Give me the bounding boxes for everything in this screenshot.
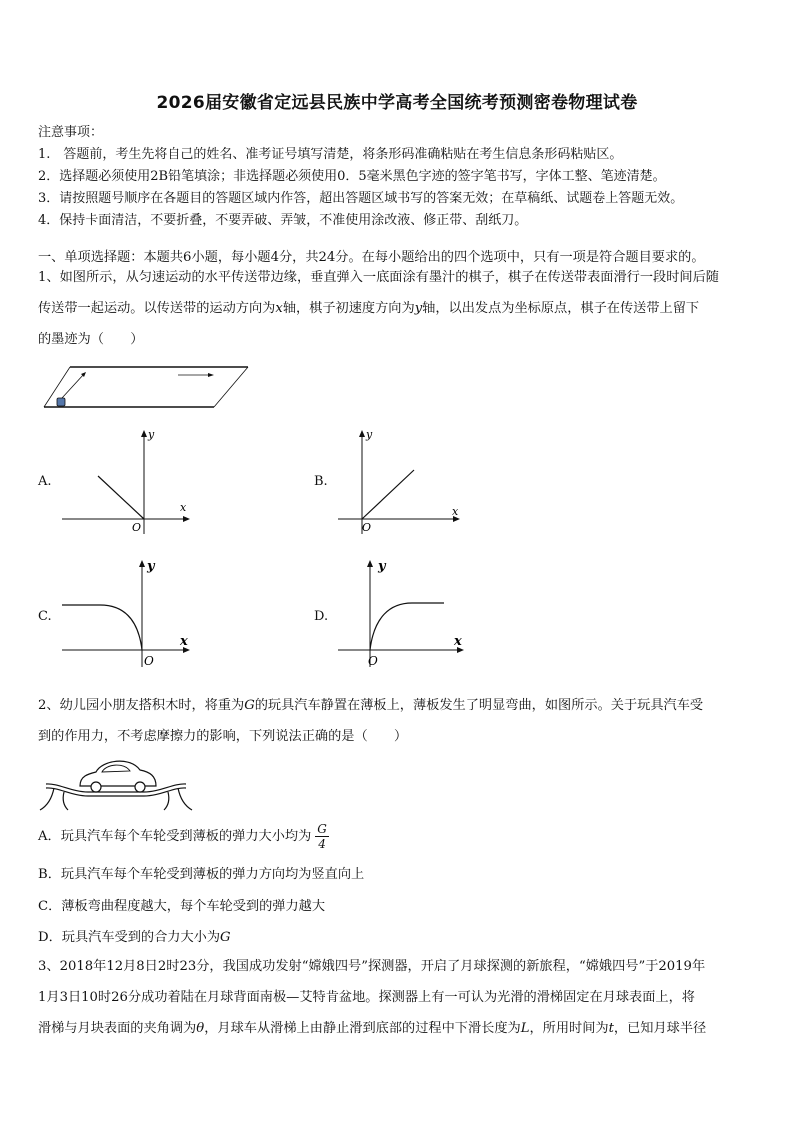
question-3-line: 滑梯与月块表面的夹角调为θ，月球车从滑梯上由静止滑到底部的过程中下滑长度为L，所用时间为t，已知月球半径 [38,1021,707,1036]
option-d-label[interactable]: D. [314,609,329,624]
toy-car-figure [38,752,194,814]
graph-option-d [338,555,470,670]
axis-y-label: y [378,559,386,574]
section-heading: 一、单项选择题：本题共6小题，每小题4分，共24分。在每小题给出的四个选项中，只有一项是符合题目要求的。 [38,250,705,265]
fraction: $\frac{G}{4}$ [317,822,327,851]
axis-y-label: y [148,428,155,441]
option-c-label[interactable]: C. [38,609,52,624]
conveyor-belt-figure [38,360,254,416]
question-2-option-a[interactable]: A．玩具汽车每个车轮受到薄板的弹力大小均为 $\frac{G}{4}$ [38,822,327,851]
question-2-line: 到的作用力，不考虑摩擦力的影响，下列说法正确的是（ ） [38,729,408,744]
question-3 [38,951,756,1044]
axis-x-label: x [454,634,462,649]
question-2-option-d[interactable]: D．玩具汽车受到的合力大小为G [38,930,231,945]
question-2 [38,690,756,752]
page-title: 2026届安徽省定远县民族中学高考全国统考预测密卷物理试卷 [156,93,638,113]
origin-label: O [368,654,378,668]
question-1-line: 传送带一起运动。以传送带的运动方向为x轴，棋子初速度方向为y轴，以出发点为坐标原点，棋子在传送带上留下 [38,301,700,316]
question-3-line: 1月3日10时26分成功着陆在月球背面南极—艾特肯盆地。探测器上有一可认为光滑的滑梯固定在月球表面上，将 [38,990,695,1005]
option-a-label[interactable]: A. [38,474,52,489]
notice-item: 3．请按照题号顺序在各题目的答题区域内作答，超出答题区域书写的答案无效；在草稿纸、试题卷上答题无效。 [38,191,684,206]
graph-option-c [62,555,198,670]
origin-label: O [144,654,154,668]
graph-option-a [62,424,198,536]
question-1-line: 的墨迹为（ ） [38,332,144,347]
axis-x-label: x [452,505,459,518]
graph-option-b [338,424,468,536]
option-b-label[interactable]: B. [314,474,328,489]
notice-item: 1. 答题前，考生先将自己的姓名、准考证号填写清楚，将条形码准确粘贴在考生信息条形码粘贴区。 [38,147,623,162]
axis-x-label: x [180,501,187,514]
question-2-line: 2、幼儿园小朋友搭积木时，将重为G的玩具汽车静置在薄板上，薄板发生了明显弯曲，如图所示。关于玩具汽车受 [38,698,704,713]
origin-label: O [362,521,372,534]
question-1-line: 1、如图所示，从匀速运动的水平传送带边缘，垂直弹入一底面涂有墨汁的棋子，棋子在传送带表面滑行一段时间后随 [38,270,719,285]
question-2-option-b[interactable]: B．玩具汽车每个车轮受到薄板的弹力方向均为竖直向上 [38,867,365,882]
origin-label: O [132,521,142,534]
question-1 [38,262,756,355]
question-3-line: 3、2018年12月8日2时23分，我国成功发射“嫦娥四号”探测器，开启了月球探测的新旅程，“嫦娥四号”于2019年 [38,959,706,974]
question-2-option-c[interactable]: C．薄板弯曲程度越大，每个车轮受到的弹力越大 [38,899,326,914]
axis-y-label: y [147,559,155,574]
notice-item: 4．保持卡面清洁，不要折叠，不要弄破、弄皱，不准使用涂改液、修正带、刮纸刀。 [38,213,528,228]
axis-y-label: y [366,428,373,441]
axis-x-label: x [180,634,188,649]
notice-item: 2．选择题必须使用2B铅笔填涂；非选择题必须使用0．5毫米黑色字迹的签字笔书写，字体工整、笔迹清楚。 [38,169,666,184]
notice-heading: 注意事项： [38,125,104,140]
